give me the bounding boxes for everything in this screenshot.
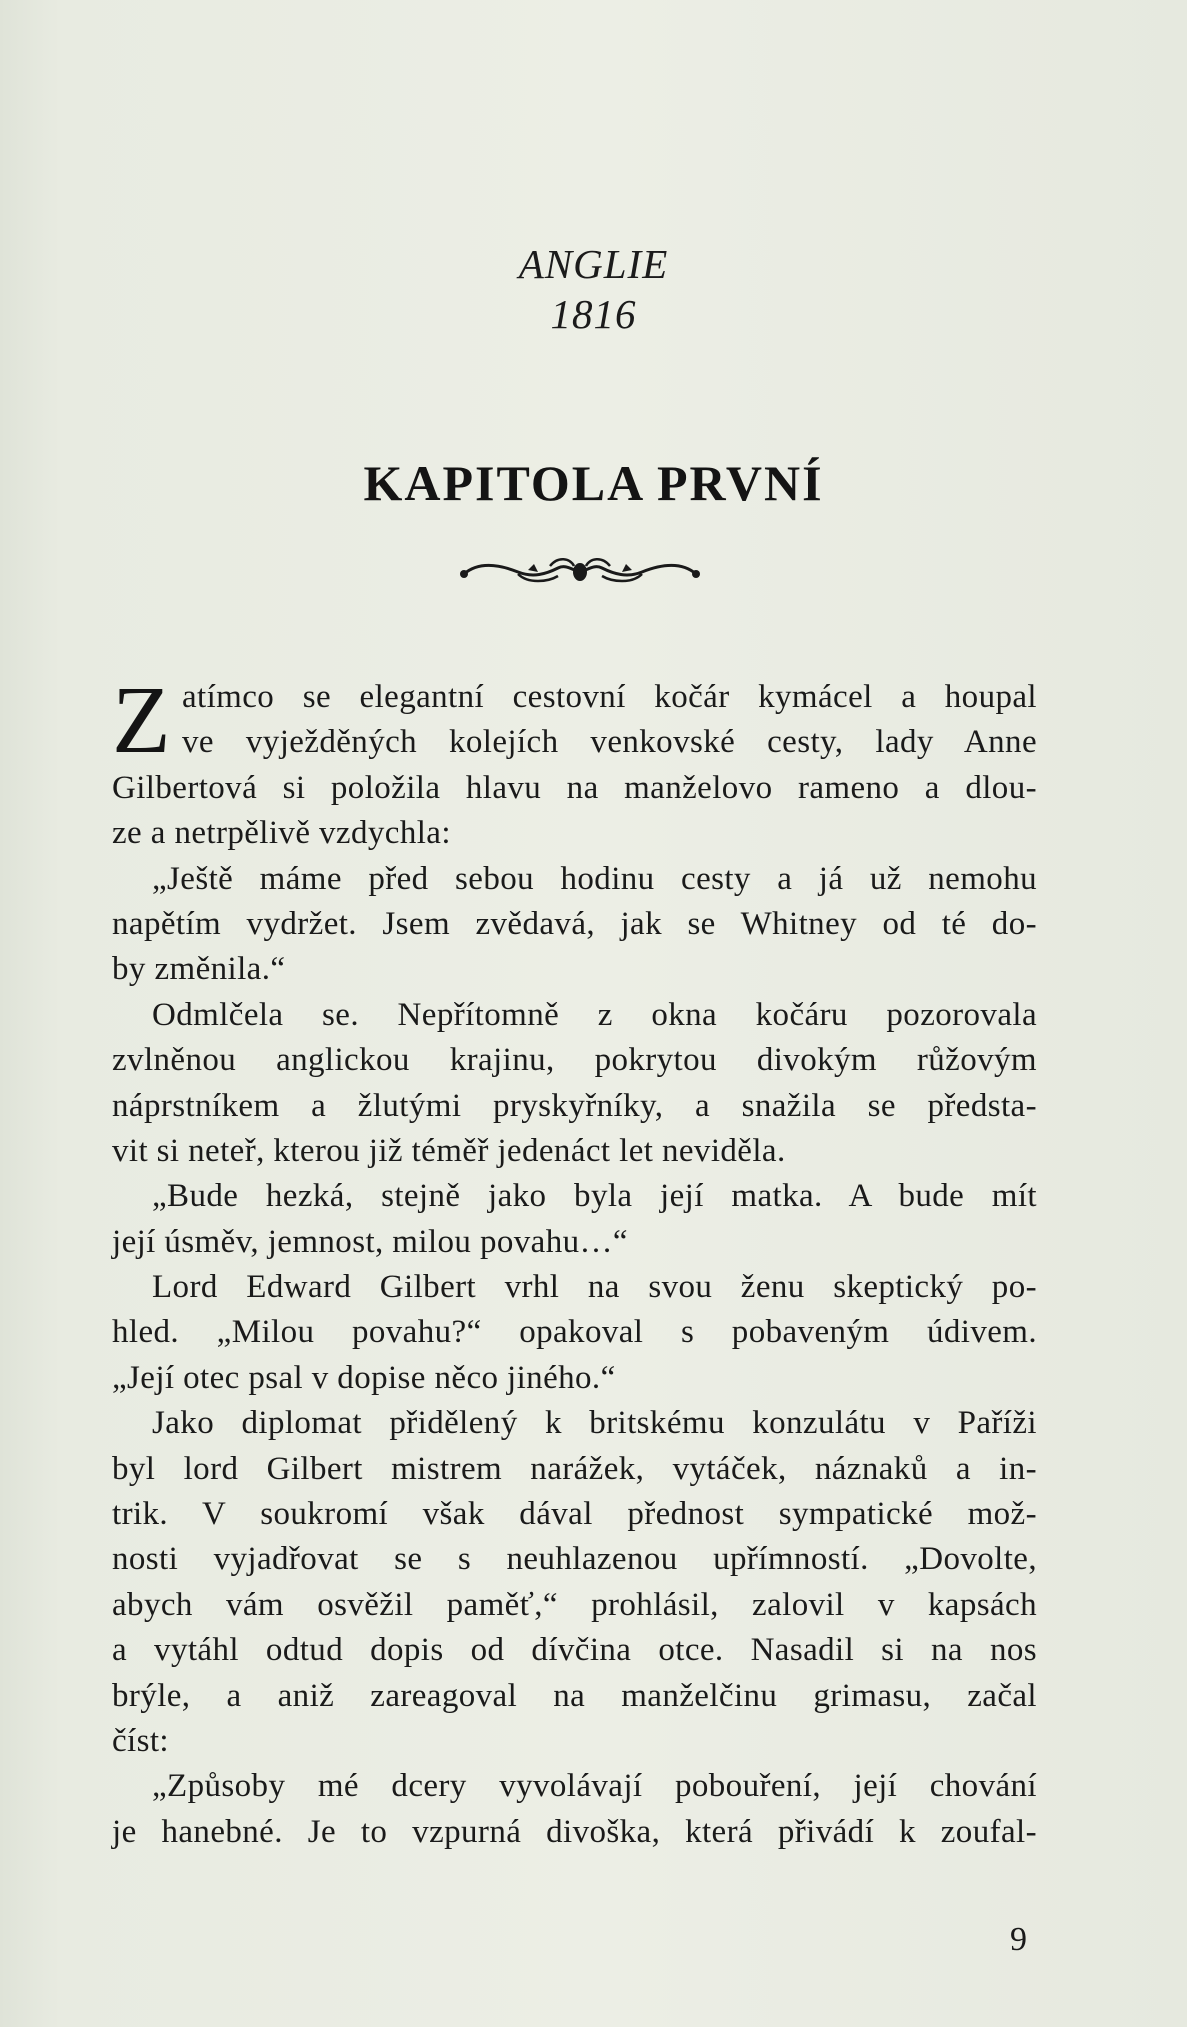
text-line: „Bude hezká, stejně jako byla její matka. A bude mít (152, 1178, 1037, 1215)
decorative-flourish-icon (458, 552, 702, 592)
text-line: zvlněnou anglickou krajinu, pokrytou divokým růžovým (112, 1042, 1037, 1079)
text-line: ze a netrpělivě vzdychla: (112, 815, 451, 852)
text-line: Lord Edward Gilbert vrhl na svou ženu skeptický po- (152, 1269, 1037, 1306)
text-line: Jako diplomat přidělený k britskému konzulátu v Paříži (152, 1405, 1037, 1442)
setting-place: ANGLIE (518, 241, 669, 287)
setting-year: 1816 (550, 291, 637, 337)
drop-cap: Z (112, 666, 171, 773)
text-line: náprstníkem a žlutými pryskyřníky, a snažila se předsta- (112, 1087, 1037, 1124)
chapter-title: KAPITOLA PRVNÍ (363, 455, 824, 511)
text-line: „Způsoby mé dcery vyvolávají pobouření, její chování (152, 1768, 1037, 1805)
text-line: Odmlčela se. Nepřítomně z okna kočáru pozorovala (152, 996, 1037, 1033)
text-line: její úsměv, jemnost, milou povahu…“ (112, 1223, 628, 1260)
text-line: Gilbertová si položila hlavu na manželovo rameno a dlou- (112, 769, 1037, 806)
text-line: „Ještě máme před sebou hodinu cesty a já už nemohu (152, 860, 1037, 897)
text-line: „Její otec psal v dopise něco jiného.“ (112, 1359, 616, 1396)
chapter-body (112, 675, 1037, 1855)
text-line: vit si neteř, kterou již téměř jedenáct let neviděla. (112, 1132, 786, 1169)
text-line: hled. „Milou povahu?“ opakoval s pobaveným údivem. (112, 1314, 1037, 1351)
text-line: by změnila.“ (112, 951, 286, 988)
text-line: trik. V soukromí však dával přednost sympatické mož- (112, 1496, 1037, 1533)
page-number: 9 (1010, 1921, 1027, 1958)
text-line: a vytáhl odtud dopis od dívčina otce. Nasadil si na nos (112, 1632, 1037, 1669)
text-line: napětím vydržet. Jsem zvědavá, jak se Whitney od té do- (112, 905, 1037, 942)
text-line: je hanebné. Je to vzpurná divoška, která přivádí k zoufal- (112, 1813, 1037, 1850)
text-line: byl lord Gilbert mistrem narážek, vytáček, náznaků a in- (112, 1450, 1037, 1487)
text-line: brýle, a aniž zareagoval na manželčinu grimasu, začal (112, 1677, 1037, 1714)
text-line: atímco se elegantní cestovní kočár kymácel a houpal (182, 679, 1037, 715)
text-line: ve vyježděných kolejích venkovské cesty, lady Anne (182, 724, 1037, 761)
text-line: číst: (112, 1722, 169, 1759)
text-line: abych vám osvěžil paměť,“ prohlásil, zalovil v kapsách (112, 1586, 1037, 1623)
text-line: nosti vyjadřovat se s neuhlazenou upřímností. „Dovolte, (112, 1541, 1037, 1578)
